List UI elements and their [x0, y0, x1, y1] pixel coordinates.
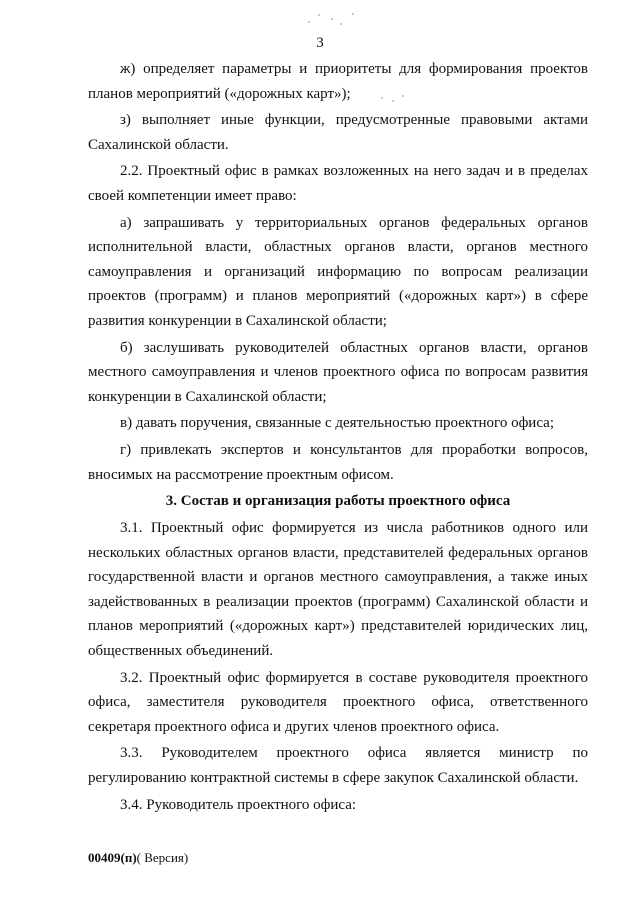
paragraph-3-4: 3.4. Руководитель проектного офиса:	[120, 796, 357, 813]
section-heading: 3. Состав и организация работы проектного офиса	[165, 493, 511, 510]
scan-speck	[308, 21, 310, 23]
scan-speck	[331, 18, 333, 20]
paragraph-g: г) привлекать экспертов и консультантов для проработки вопросов, вносимых на рассмотрение проектным офисом.	[88, 441, 588, 483]
document-version: ( Версия)	[136, 850, 189, 865]
scan-speck	[318, 14, 320, 16]
paragraph-3-1: 3.1. Проектный офис формируется из числа работников одного или нескольких областных органов власти, представителей федеральных органов государственной власти и органов местного самоуправления, а также иных задействованных в реализации проектов (программ) Сахалинской области и планов мероприятий («дорожных карт») представителей юридических лиц, общественных объединений.	[88, 520, 588, 660]
document-body	[88, 57, 588, 817]
paragraph-zh: ж) определяет параметры и приоритеты для формирования проектов планов мероприятий («дорожных карт»);	[88, 61, 588, 102]
scan-speck	[352, 13, 354, 15]
paragraph-b: б) заслушивать руководителей областных органов власти, органов местного самоуправления и членов проектного офиса по вопросам развития конкуренции в Сахалинской области;	[88, 339, 588, 405]
paragraph-a: а) запрашивать у территориальных органов федеральных органов исполнительной власти, областных органов власти, органов местного самоуправления и организаций информацию по вопросам реализации проектов (программ) и планов мероприятий («дорожных карт») в сфере развития конкуренции в Сахалинской области;	[88, 214, 588, 329]
scan-speck	[340, 23, 342, 25]
document-code: 00409(п)	[88, 850, 137, 865]
paragraph-2-2: 2.2. Проектный офис в рамках возложенных на него задач и в пределах своей компетенции имеет право:	[88, 163, 588, 204]
document-footer	[88, 850, 188, 866]
paragraph-v: в) давать поручения, связанные с деятельностью проектного офиса;	[120, 415, 554, 432]
page-number: 3	[316, 35, 324, 51]
paragraph-z: з) выполняет иные функции, предусмотренные правовыми актами Сахалинской области.	[88, 112, 588, 153]
paragraph-3-3: 3.3. Руководителем проектного офиса является министр по регулированию контрактной системы в сфере закупок Сахалинской области.	[88, 745, 588, 787]
paragraph-3-2: 3.2. Проектный офис формируется в составе руководителя проектного офиса, заместителя руководителя проектного офиса, ответственного секретаря проектного офиса и других членов проектного офиса.	[88, 669, 588, 735]
